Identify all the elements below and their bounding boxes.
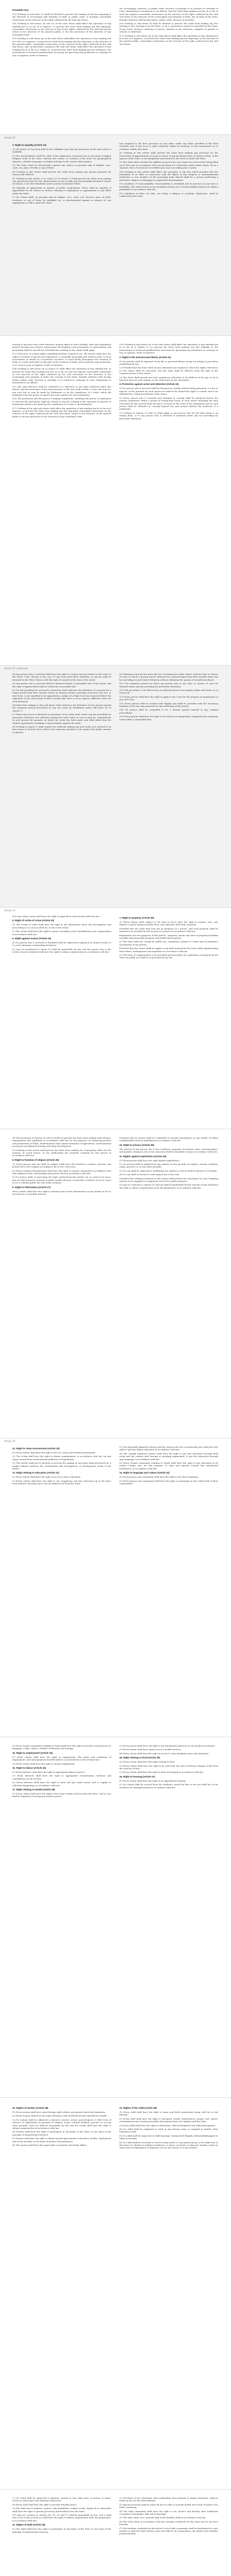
paragraph: (2) Any act mentioned in clause (1) shall be punishable by law, and the person who is the victim of such treatment shall have the right to obtain compensation in accordance with law. xyxy=(12,947,111,954)
paragraph: (3) Special provision shall be made by law in order to provide health and social security to the Dalit community. xyxy=(119,2503,218,2509)
paragraph: (1) Every citizen shall have the right to an appropriate housing. xyxy=(119,1779,186,1782)
paragraph: (1) Every citizen shall have the right of access to basic education. xyxy=(12,1476,81,1479)
paragraph: (3) The State shall provide free and compulsory education to all children of the age of six to fourteen years in such manner as the State may, by law, determine. xyxy=(119,376,218,382)
left-column xyxy=(12,343,111,419)
paragraph: (4) Every citizen shall have the right of access to clean drinking water and sanitation. xyxy=(119,1752,209,1755)
document-strip xyxy=(0,1737,231,2098)
paragraph: (3) Nothing in clauses (1) and (2) shall apply to any person who for the time being is an enemy alien; or to any person who is arrested or detained under any law providing for preventive detention. xyxy=(119,411,218,420)
paragraph: Provided that the State may levy tax on property of a person, and such property shall be deemed to be included in the income of a person in accordance with law. xyxy=(119,927,218,933)
paragraph: (2) Every citizen shall have the right to get compulsory and free education up to the basic level and free education up to the secondary level from the State. xyxy=(12,1479,111,1485)
paragraph: (12) Abolition of titles. No title, not being a military or academic distinction, shall be conferred by the State. xyxy=(119,192,218,197)
section-heading: 12. Right to clean environment (Article 30) xyxy=(12,1447,60,1450)
paragraph: (1) Every child shall have the right to name and birth registration along with his or her identity. xyxy=(119,2111,218,2116)
paragraph: (5) No child shall be subjected to child marriage, transported illegally, abducted/kidnapped or taken in hostage. xyxy=(119,2134,218,2140)
section-heading: 10. Right to privacy (Article 28) xyxy=(119,1143,154,1146)
section-heading: 13. Right relating to education (Article 31) xyxy=(12,1471,59,1475)
left-column xyxy=(12,1744,111,1799)
paragraph: (2) Every woman shall have the right relating to safe motherhood and reproductive health. xyxy=(12,2114,108,2117)
paragraph: (4) No one shall be forced to work against his or her will. xyxy=(119,1173,180,1176)
paragraph: (15) Nothing in sub-clause (g) of the said clause shall affect the operation of any existing law in so far as it imposes, or prevent the State from making any law imposing, in the interests of the general public, reasonable restrictions on the exercise of the right conferred by the said sub-clause, and, in particular, nothing in the said sub-clause shall affect the operation of any existing law in so far as it relates to, or prevent the State from making any law relating to, the professional or technical qualifications necessary for practising any profession or carrying on any occupation, trade or business. xyxy=(12,37,111,57)
paragraph: (13) Nothing in sub-clause (c) shall be deemed to prevent the making of any law imposing in the interests of sovereignty and integrity of India or public order or morality, reasonable restrictions on the exercise of the right conferred by the said sub-clause. xyxy=(12,13,111,21)
paragraph: (1) Every citizen shall have the right relating to food. xyxy=(119,1760,175,1764)
paragraph: (6) No law providing for preventive detention shall authorise the detention of a person for a longer period than three months unless an Advisory Board consisting of persons who are, or have been, or are qualified to be appointed as, Judges of a High Court has reported before the expiration of the said period of three months that there is in its opinion sufficient cause for such detention. xyxy=(12,689,111,703)
paragraph: (3) This Article shall not be deemed to prevent the making of necessary legal provisions for a proper balance between the environment and development, in development works of the nation. xyxy=(12,1462,111,1470)
paragraph: (2) Every person who is arrested and detained in custody shall be produced before the nearest magistrate within a period of twenty-four hours of such arrest excluding the time necessary for the journey from the place of arrest to the court of the magistrate and no such person shall be detained in custody beyond the said period without the authority of a magistrate. xyxy=(119,396,218,411)
document-strip xyxy=(0,0,231,135)
paragraph: (1) Every woman shall have equal lineage right without any gender based discrimination. xyxy=(12,2111,106,2113)
paragraph: (2) The victim shall have the right to obtain compensation, in accordance with law, for any injury caused from environmental pollution or degradation. xyxy=(12,1455,111,1461)
section-heading: 3. Right to life and personal liberty (Article 21) xyxy=(119,355,171,359)
right-column xyxy=(119,142,218,198)
paragraph: (5) Any person who is arrested shall be informed within a reasonable time of his arrest, and the right of appeal which shall be within the reasonable time. xyxy=(12,682,111,688)
paragraph: (1) Every person who has faith in religion shall have the freedom to profess, practise and protect his or her religion according to his or her conviction. xyxy=(12,1162,111,1168)
paragraph: (11) The procedure to be followed by an Advisory Board in an inquiry under sub-clause (a) of clause (4). xyxy=(119,689,218,694)
paragraph: (10) Nothing in this article shall affect the operation of any law which provides that the incumbent of an office in connection with the affairs of any religious or denominational institution or any member of the governing body thereof shall be a person professing a particular religion or belonging to a particular denomination. xyxy=(119,170,218,181)
left-column xyxy=(12,2497,111,2534)
section-heading: 18. Right relating to food (Article 36) xyxy=(119,1756,161,1759)
paragraph: (14) Nothing in sub-clause (d) and (e) of the said clause shall affect the operation of any existing law in so far as it imposes, or prevent the State from making any law imposing, reasonable restrictions on the exercise of any of the rights conferred by the said sub-clauses either in the interests of the general public or for the protection of the interests of any Scheduled Tribe. xyxy=(12,22,111,36)
paragraph: (17) Nothing in sub-clause (g) of the said clause shall affect the operation of any existing law in so far as it imposes, or prevent the State from making any law imposing, in the interests of the general public, reasonable restrictions on the exercise of the right conferred by the said sub-clause. xyxy=(119,34,218,45)
paragraph: (6) No child shall be recruited or used in army, police or any armed group, or be subjected, in the name of cultural or religious traditions, to abuse, exclusion or physical, mental, sexual or other form of exploitation or improper use by any means or in any manner. xyxy=(119,2141,218,2149)
paragraph: (14) Nothing in sub-clause (a) of clause (1) shall affect the operation of any existing law, or prevent the State from making any law, in so far as such law imposes reasonable restrictions on the exercise of the right conferred by the said sub-clause in the interests of the sovereignty and integrity of India, the security of the State, friendly relations with foreign States, public order, decency or morality, or in relation to contempt of court, defamation or incitement to an offence. xyxy=(12,367,111,384)
paragraph: (3) Every Nepali community residing in Nepal shall have the right to preserve and promote its language, script, culture, cultural civilization and heritage. xyxy=(12,1744,111,1750)
left-column xyxy=(12,142,111,205)
paragraph: (4) Nothing in this article shall prevent the State from making any special provision for women and children. xyxy=(12,170,111,176)
strip-label: Article 22 continued xyxy=(4,667,28,670)
strip-label: Article 23 xyxy=(4,909,15,912)
paragraph: Provided that nothing in this sub-clause shall authorise the detention of any person beyond the maximum period prescribed by any law made by Parliament under sub-clause (b) of clause (7). xyxy=(12,704,111,712)
paragraph: (10) Any act contrary to clauses (4), (5), (6) and (7) shall be punishable by law, and a child who is the victim of such act shall have the right to obtain compensation from the perpetrator, in accordance with law. xyxy=(12,2514,111,2522)
paragraph: (4) The visually impaired citizens shall have the right to get free education through brail script and the citizens with hearing or speaking impairment, to get free education through sign language, in accordance with law. xyxy=(119,1452,218,1461)
section-heading: 20. Rights of women (Article 38) xyxy=(12,2107,48,2109)
section-heading: 8. Right to freedom of religion (Article 26) xyxy=(12,1158,59,1161)
left-column xyxy=(12,673,111,735)
paragraph: (9) Parliament may by law prescribe the circumstances under which, and the class or classes of cases in which, a person may be detained for a period longer than three months under any law providing for preventive detention without obtaining the opinion of an Advisory Board. xyxy=(119,673,218,681)
document-strip xyxy=(0,2489,231,2576)
paragraph: (2) No person shall be exploited in any manner on the grounds of religion, custom, tradition, usage, practice or on any other grounds. xyxy=(119,1163,218,1168)
document-strip xyxy=(0,1438,231,1737)
right-column xyxy=(119,673,218,722)
right-column xyxy=(119,2497,218,2536)
paragraph: (9) The child who is helpless, orphan, with disabilities, conflict victim, displaced or vulnerable shall have the right to special protection and facilities from the State. xyxy=(12,2507,111,2513)
section-heading: 22. Rights of Dalit (Article 40) xyxy=(12,2523,45,2527)
paragraph: (6) The spouse shall have the equal right to property and family affairs. xyxy=(12,2144,87,2147)
right-column xyxy=(119,1744,218,1790)
paragraph: (1) (d) Article 20 has been held in the Lallubhai case that the protection of the said article is available. xyxy=(12,148,111,154)
paragraph: (2) No citizen shall be evicted from the residence owned by him or her nor shall his or her residence be infringed except in accordance with law. xyxy=(119,1783,218,1789)
section-heading: 15. Right to employment (Article 33) xyxy=(12,1751,53,1754)
paragraph: (3) The physically impaired citizens and the citizens who are economically poor shall have the right to get free higher education in accordance with law. xyxy=(119,1446,218,1451)
paragraph: (1) No person who is arrested or detained shall be subjected to physical or mental torture or to cruel, inhuman or degrading treatment. xyxy=(12,941,111,947)
paragraph: (3) Every citizen shall have equal access to health services. xyxy=(119,1748,182,1751)
left-column xyxy=(12,7,111,58)
strip-label: Article 30 xyxy=(4,1440,15,1443)
paragraph: (1) Every citizen shall have the right to live in a clean and healthy environment. xyxy=(12,1451,96,1454)
paragraph: (1) No person shall be deprived of his life or personal liberty except according to procedure established by law. xyxy=(119,360,218,366)
paragraph: (3) Every citizen shall have the right to food sovereignty in accordance with law. xyxy=(119,1771,204,1774)
paragraph: (4) No child shall be employed to work in any factory, mine or engaged in similar other hazardous work. xyxy=(119,2128,218,2133)
paragraph: (4) The Dalit community shall have the right to use, protect and develop their traditional occupation, knowledge, skill and technology. xyxy=(119,2510,218,2516)
left-column xyxy=(12,2105,111,2147)
paragraph: (1) Every person and community shall have the right to use their languages. xyxy=(119,1476,199,1479)
section-heading: 4. Protection against arrest and detention (Article 22) xyxy=(119,383,179,386)
paragraph: (3) Every child shall have the right to elementary child development and child participation. xyxy=(119,2124,216,2127)
paragraph: (2) Every citizen shall have the right to be safe from the state of being in danger of life from the scarcity of food. xyxy=(119,1764,218,1770)
paragraph: (5) Every Nepali community residing in Nepal shall have the right to get education in its mother tongue and, for that purpose, to open and operate schools and educational institutions, in accordance with law. xyxy=(119,1462,218,1470)
section-heading: 16. Right to labour (Article 34) xyxy=(12,1767,46,1770)
paragraph: (2) Every labourer shall have the right to appropriate remuneration, facilities and contributory social security. xyxy=(12,1774,111,1780)
paragraph: (7) No child shall be subjected to physical, mental or any other form of torture in home, school or other place and situation whatsoever. xyxy=(12,2497,111,2502)
section-heading: 7. Right to property (Article 25) xyxy=(119,917,154,919)
document-strip xyxy=(0,1129,231,1438)
paragraph: (14) No person shall be compelled to be a witness against himself in any criminal proceedings. xyxy=(119,708,218,714)
paragraph: (1) Every citizen shall, subject to the laws in force, have the right to acquire, own, sell, dispose, acquire business profits from, and otherwise deal with, property. xyxy=(119,921,218,926)
right-column xyxy=(119,343,218,421)
paragraph: (1) Every citizen shall have the right to employment. The terms and conditions of employment, and unemployment benefit shall be as provided for in the Federal law. xyxy=(12,1755,111,1761)
paragraph: Provided that no person shall be compelled to provide information on any matter of which confidentiality must be maintained in accordance with law. xyxy=(119,1137,218,1142)
section-heading: 21. Rights of the child (Article 39) xyxy=(119,2107,157,2109)
paragraph: (7) When any person is detained in pursuance of an order made under any law providing for preventive detention, the authority making the order shall, as soon as may be, communicate to such person the grounds on which the order has been made and shall afford him the earliest opportunity of making a representation against the order. xyxy=(12,713,111,724)
paragraph: (17) Nothing in the said sub-clause shall affect the operation of any existing law in so far as it imposes, or prevent the State from making any law imposing, reasonable restrictions on the exercise of the right conferred by the said sub-clause, either in the interests of the general public or for the protection of the interests of any Scheduled Tribe. xyxy=(12,406,111,418)
document-strip xyxy=(0,908,231,1129)
paragraph: (2) Every person shall have the right to get information about his or her medical treatment. xyxy=(119,1744,216,1747)
paragraph: (7) The facilities conferred by this Article to the Dalit community shall be distributed in a just manner so that the Dalit women, men and Dalit in all communities can obtain such facilities proportionately. xyxy=(119,2527,218,2535)
section-heading: 11. Rights against exploitation (Article 29) xyxy=(119,1155,167,1158)
paragraph: (1) The Dalit shall have the right to participate in all bodies of the State on the basis of the principle of proportional inclusion. xyxy=(12,2528,111,2533)
paragraph: (3) No person shall, in exercising the right conferred by this Article, do, or cause to be done, any act which may be contrary to public health, decency or morality or behave or act or cause to act to disturb public law and order situation. xyxy=(12,1176,111,1184)
document-strip xyxy=(0,2098,231,2489)
paragraph: (1) Every labourer shall have the right to appropriate labour practice. xyxy=(12,1771,86,1774)
section-heading: 17. Right relating to health (Article 35) xyxy=(12,1788,55,1791)
paragraph: (4) The provisions of clauses (2) and (3) shall not prevent the State from making land reforms, management and regulation in accordance with law for the purposes of enhancing product and productivity of lands, modernization and commercialization of agriculture, environmental protection and planned housing and urban development. xyxy=(12,1137,111,1148)
section-heading: 9. Right to information (Article 27) xyxy=(12,1185,51,1189)
document-strip xyxy=(0,336,231,666)
paragraph: (4) Any person who is arrested shall have the right to counsel and prevention in the order of the above court. Except in the case of any local prescribed authority, no person shall be detained in the Police Station with the right of counsel at the time of the arrest. xyxy=(12,673,111,681)
paragraph: (12) Every person shall have the right to apply to the court for the purpose of examination of any such case. xyxy=(119,695,218,701)
paragraph: (5) Nothing in this article or in clause (2) of article 29 shall prevent the State from making any special provision for the advancement of any socially and educationally backward classes of citizens or for the Scheduled Castes and the Scheduled Tribes. xyxy=(12,177,111,185)
paragraph: Every citizen shall have the right to demand and receive information on any matter of his or her interest or of public interest. xyxy=(12,1190,111,1196)
paragraph: (13) Protection of certain rights regarding freedom of speech, etc. All citizens shall have the right to freedom of speech and expression; to assemble peaceably and without arms; to form associations or unions or co-operative societies; to move freely throughout the territory of India; to reside and settle in any part of the territory of India; and to practise any profession, or to carry on any occupation, trade or business. xyxy=(12,352,111,366)
paragraph: (8) Nothing in clause (7) shall require the authority making any such order as is referred to in that clause to disclose facts which such authority considers to be against the public interest to disclose. xyxy=(12,725,111,734)
paragraph: (2) Every religious denomination shall have the right to operate and protect its religious sites and religious trusts, and manage and protect them in accordance with law. xyxy=(12,1169,111,1175)
paragraph: (3) Every labourer shall have the right to form and join trade unions and to engage in collective bargaining, in accordance with law. xyxy=(12,1781,111,1787)
paragraph: Provided that nothing contained in this clause shall prevent the enactment of a law requiring citizens to be engaged in compulsory service for public purposes. xyxy=(119,1177,218,1183)
paragraph: (15) Every person shall have the right to be tried by an independent, impartial and competent court within a reasonable time. xyxy=(119,715,218,721)
paragraph: (4) Women shall have the right to participate in all bodies of the State on the basis of the principle of proportional inclusion. xyxy=(12,2130,111,2136)
section-heading: 6. Right against torture (Article 24) xyxy=(12,937,51,940)
paragraph: (11) Abolition of Untouchability. Untouchability is abolished and its practice in any form is forbidden. The enforcement of any disability arising out of Untouchability shall be an offence punishable in accordance with law. xyxy=(119,182,218,191)
paragraph: (15) The said reference shall be construed as a reference to the right conferred under this article, and the protection of the said provisions of the law, shall include, as the case may be, any such law as may be made by Parliament or by the Legislature of a State, which the Parliament has the power of supervision and control over such authorities. xyxy=(12,385,111,396)
paragraph: (2) The victim shall have the right to justice including social rehabilitation and compensation in accordance with law. xyxy=(12,930,111,936)
paragraph: (5) Nothing in this article shall prevent the State from making use of property, either for the purpose of social justice, or for reallocating the property acquired by any person in accordance with law. xyxy=(12,1148,111,1157)
paragraph: (8) Every child shall have the right to juvenile friendly justice. xyxy=(12,2503,77,2506)
left-column xyxy=(12,1446,111,1486)
paragraph: (5) Women shall have the right to obtain special opportunity in education, health, employment and social security, on the basis of positive discrimination. xyxy=(12,2137,111,2143)
paragraph: (2) Every child shall have the right to education, health, maintenance, proper care, sports, entertainment and overall personality development from the families and the State. xyxy=(119,2117,218,2123)
paragraph: (2) Provided that the State shall, by law, determine the manner in which the rights referred to in this clause shall be exercised, and the same shall be effective from the date of the commencement of this article. xyxy=(119,366,218,375)
section-heading: 14. Right to language and culture (Article 32) xyxy=(119,1471,170,1475)
paragraph: The privacy of any person, his or her residence, property, documents, data, correspondence and matters relating to his or her character shall be inviolable except in accordance with law. xyxy=(119,1147,218,1154)
left-column xyxy=(12,915,111,955)
paragraph: (3) The State shall not discriminate against any citizen on grounds only of religion, race, caste, sex, place of birth or any of them. xyxy=(12,164,111,170)
paragraph: (2) The State shall not, except for public use, requisition, acquire or create any encumbrance on property of any person. xyxy=(119,940,218,946)
right-column xyxy=(119,1446,218,1486)
paragraph: Provided that this clause shall not apply to any land acquired by the State while implementing land reform, management and regulation in accordance with law. xyxy=(119,947,218,953)
paragraph: the Sovereignty, Interests, or public order, decency or morality or in relation to contempt of court, defamation or incitement to an offence, that the State from making any law, in so far as such law imposes reasonable restrictions on the exercise of the right conferred by the said sub-clause in the interests of the sovereignty and integrity of India, the security of the State, friendly relations with foreign States, public order, decency or morality. xyxy=(119,7,218,21)
paragraph: (3) No one shall be subjected to trafficking nor shall he or she be held in slavery or servitude. xyxy=(119,1169,218,1172)
paragraph: (2) Every person and community shall have the right to participate in the cultural life of their communities. xyxy=(119,1479,218,1485)
paragraph: (9) The State shall consider the unfilled vacancies of a year which are reserved for being filled up in that year in accordance with any provision for reservation made under clause (4) as a separate class of vacancies to be filled up in any succeeding year or years. xyxy=(119,161,218,170)
document-strip xyxy=(0,135,231,336)
paragraph: (16) The protection and the power of making regulations, including the power of authorities to exercise the said power, shall not extend to any law relating to the operation of any law or instrument which is not made by the Legislature of a State or by Parliament. xyxy=(12,397,111,406)
right-column xyxy=(119,915,218,960)
paragraph: (1) No person who is arrested shall be detained in custody without being informed, as soon as may be, of the grounds for such arrest nor shall he be denied the right to consult, and to be defended by, a legal practitioner of his choice. xyxy=(119,387,218,396)
paragraph: and assigned to the first provision for any office under any State specified in the First Schedule and of any local or other authority within its territory, of any requirement as to residence within that State. xyxy=(119,142,218,150)
paragraph: (1) Every person shall have the right against exploitation. xyxy=(119,1159,180,1162)
paragraph: (2) The discrimination shall be valid, if the application of general law to provision of higher religious body of the State, wherein the reason, or creation of law from one geographical situation, whether language or religion belongs to the various other parties. xyxy=(12,154,111,163)
document-strip xyxy=(0,666,231,908)
paragraph: sharing of any and every other interests; human rights or other holding, rules and regulations passed through any revenue enforcement development and promotions in endorsement and promoting shall be introduced. Provided that nothing in this clause shall apply. xyxy=(12,343,111,351)
paragraph: (6) Equality of opportunity in matters of public employment. There shall be equality of opportunity for all citizens in matters relating to employment or appointment to any office under the State. xyxy=(12,186,111,195)
left-column xyxy=(12,1137,111,1197)
right-column xyxy=(119,1137,218,1190)
paragraph: Explanation: For the purposes of this Article, "property" means any form of property including movable and immovable property and intellectual property. xyxy=(119,934,218,940)
right-column xyxy=(119,7,218,46)
paragraph: (10) The maximum period for which any person may in any class or classes of cases be detained under any law providing for preventive detention. xyxy=(119,682,218,688)
paragraph: (2) Every citizen shall have the right to choose employment. xyxy=(12,1762,76,1765)
paragraph: (2) Provision of free education with scholarship, from primary to higher education, shall be made by law for the Dalit students. xyxy=(119,2497,218,2502)
right-column xyxy=(119,2105,218,2150)
paragraph: (5) Any act contrary to clauses (3) and (4) shall be punishable by law and the victim shall have the right to obtain compensation from the perpetrator in accordance with law. xyxy=(119,1183,218,1189)
paragraph: (1) Every citizen shall have the right to free basic health services from the State, and no one shall be deprived of emergency health services. xyxy=(12,1792,111,1798)
section-heading: Preamble Fact xyxy=(12,9,29,11)
paragraph: (8) Nothing in this article shall prevent the State from making any provision for the reservation of appointments or posts in favour of any backward class of citizens which, in the opinion of the State, is not adequately represented in the services under the State. xyxy=(119,151,218,160)
section-heading: 2. Right to equality (Article 14) xyxy=(12,144,47,146)
paragraph: (5) The State shall, once, provide land to the landless Dalit in accordance with law. xyxy=(119,2516,206,2519)
paragraph: (16) Nothing in sub-clause (f) shall be deemed to prevent the State from making any law relating to the carrying on by the State, or by a corporation owned or controlled by the State, of any trade, business, industry or service, whether to the exclusion, complete or partial, of citizens or otherwise. xyxy=(119,22,218,33)
paragraph: (3) No woman shall be subjected to physical, mental, sexual, psychological or other form of violence or exploitation on grounds of religion, social, cultural tradition, practice or on any other grounds. Such act shall be punishable by law, and the victim shall have the right to obtain compensation in accordance with law. xyxy=(12,2118,111,2130)
paragraph: (18) Nothing in sub-clause (g) of the said clause shall affect the operation of any existing law in so far as it relates to, or prevent the State from making any law relating to, the professional or technical qualifications necessary for practising any profession or carrying on any occupation, trade or business. xyxy=(119,343,218,354)
section-heading: 19. Right to housing (Article 37) xyxy=(119,1775,155,1778)
section-heading: 5. Right of victim of crime (Article 23) xyxy=(12,919,55,922)
strip-label: Article 20 xyxy=(4,137,15,140)
paragraph: (13) Every person shall be treated with dignity and shall be provided with the necessary facilities as the law may prescribe for the well-being of the person. xyxy=(119,702,218,708)
paragraph: (16) Any subject party shall have the right to legal aid as may be prescribed by law. xyxy=(12,915,100,918)
paragraph: (3) The basis of compensation to be provided and procedure for requisition of property by the State for public use shall be as provided for by law. xyxy=(119,954,218,959)
paragraph: (7) No citizen shall, on grounds only of religion, race, caste, sex, descent, place of birth, residence or any of them, be ineligible for, or discriminated against in respect of, any employment or office under the State. xyxy=(12,196,111,204)
paragraph: (1) The victim of crime shall have the right to get information about the investigation and proceedings of a case in which he or she is the victim. xyxy=(12,923,111,929)
paragraph: (6) The State shall, in accordance with law, arrange settlement for the Dalit who do not have housing. xyxy=(119,2520,218,2526)
